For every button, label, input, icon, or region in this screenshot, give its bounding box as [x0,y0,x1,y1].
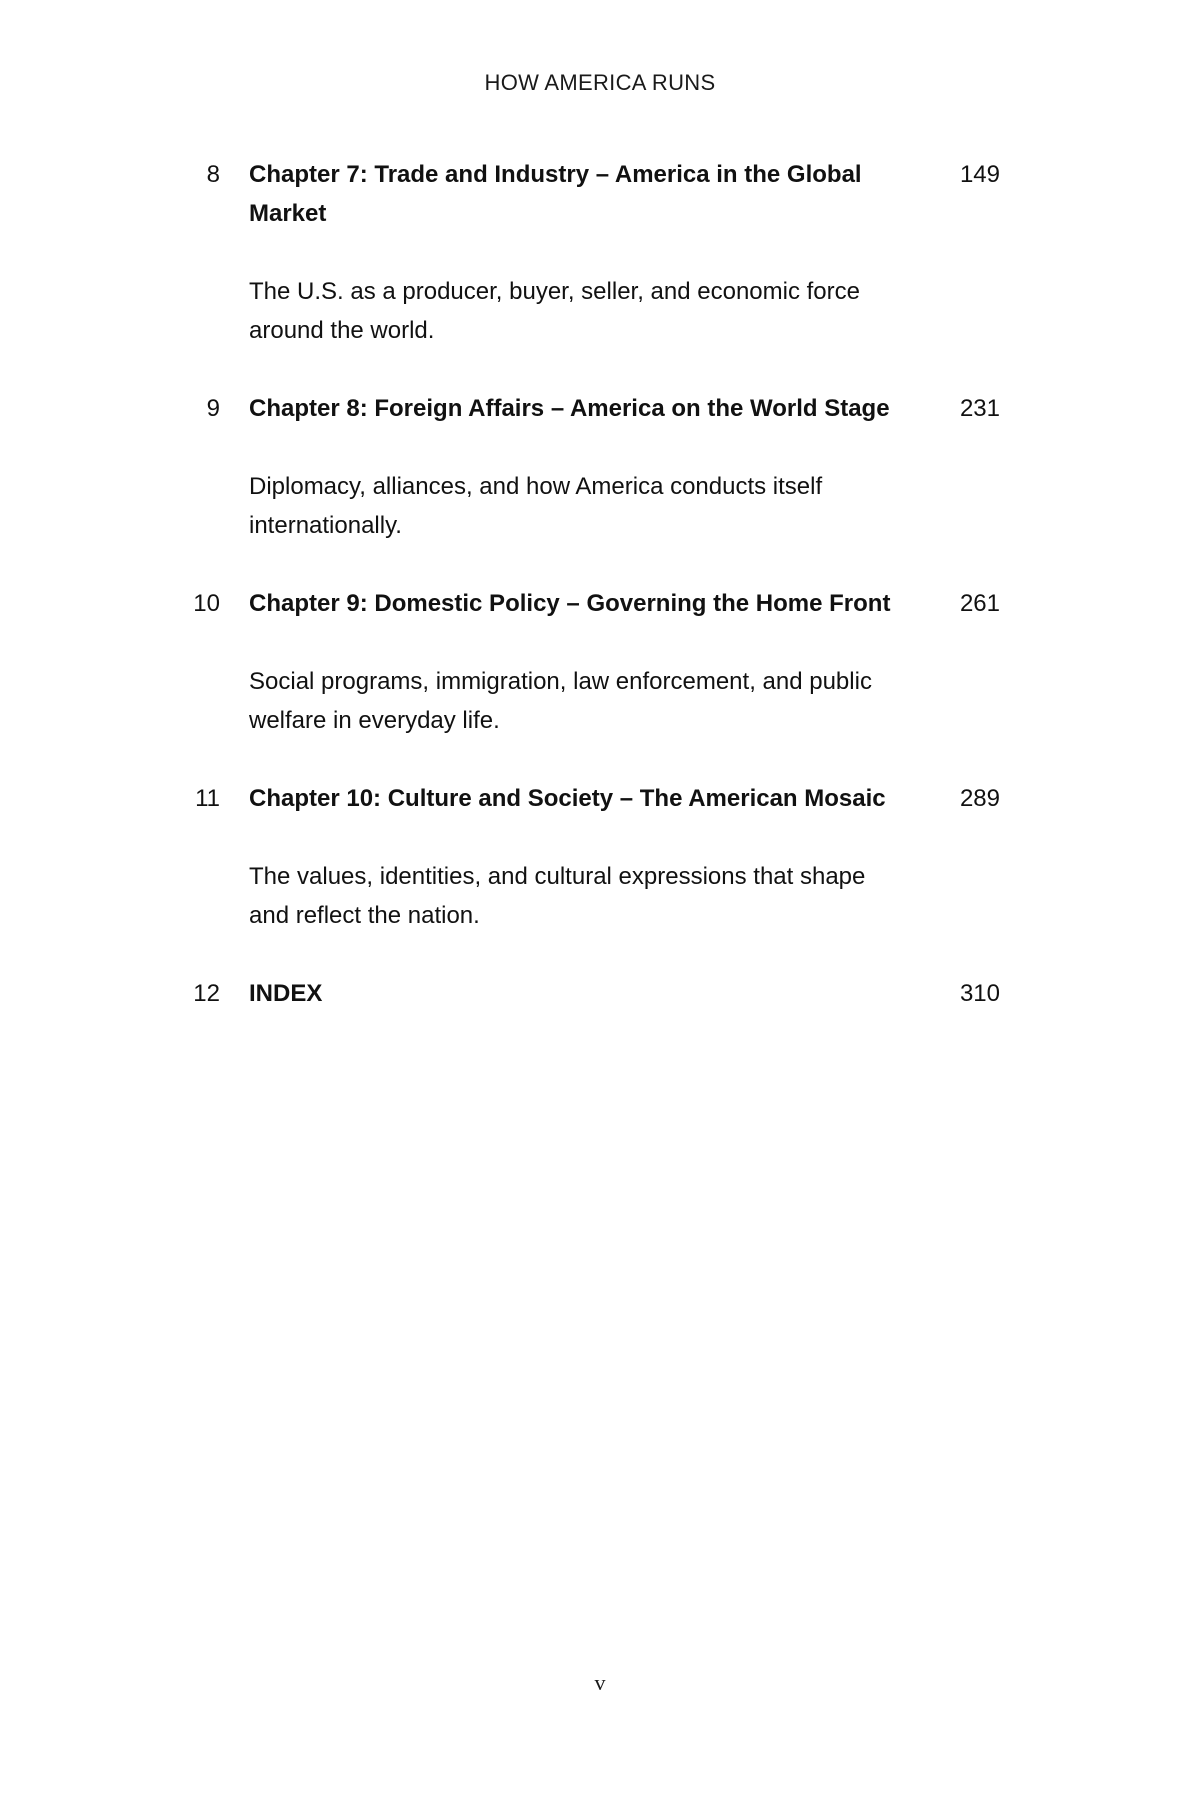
toc-entry-title: Chapter 7: Trade and Industry – America in the Global Market [249,161,862,227]
toc-entry-number: 10 [193,590,220,617]
toc-entry-page: 261 [959,590,1000,617]
toc-entry-description: The U.S. as a producer, buyer, seller, and economic force around the world. [249,278,860,344]
toc-entry-page: 231 [959,395,1000,422]
toc-entry-chapter-7[interactable] [0,155,1200,350]
toc-entry-title: Chapter 10: Culture and Society – The American Mosaic [249,785,886,812]
toc-entry-page: 310 [959,980,1000,1007]
toc-entry-index[interactable] [0,974,1200,1013]
toc-entry-description: The values, identities, and cultural expressions that shape and reflect the nation. [249,863,866,929]
toc-entry-chapter-8[interactable] [0,389,1200,545]
toc-entry-page: 289 [959,785,1000,812]
toc-entry-title: INDEX [249,980,323,1007]
toc-entry-chapter-10[interactable] [0,779,1200,935]
toc-entry-chapter-9[interactable] [0,584,1200,740]
toc-entry-page: 149 [959,161,1000,188]
toc-entry-number: 12 [193,980,220,1007]
toc-entry-title: Chapter 9: Domestic Policy – Governing the Home Front [249,590,891,617]
page-number: v [594,1670,606,1695]
table-of-contents [0,155,1200,1013]
toc-entry-number: 8 [206,161,220,188]
toc-entry-title: Chapter 8: Foreign Affairs – America on the World Stage [249,395,890,422]
toc-entry-number: 9 [206,395,220,422]
running-header: HOW AMERICA RUNS [484,70,716,95]
toc-entry-number: 11 [195,785,220,812]
toc-entry-description: Social programs, immigration, law enforcement, and public welfare in everyday life. [249,668,872,734]
toc-entry-description: Diplomacy, alliances, and how America conducts itself internationally. [249,473,823,539]
